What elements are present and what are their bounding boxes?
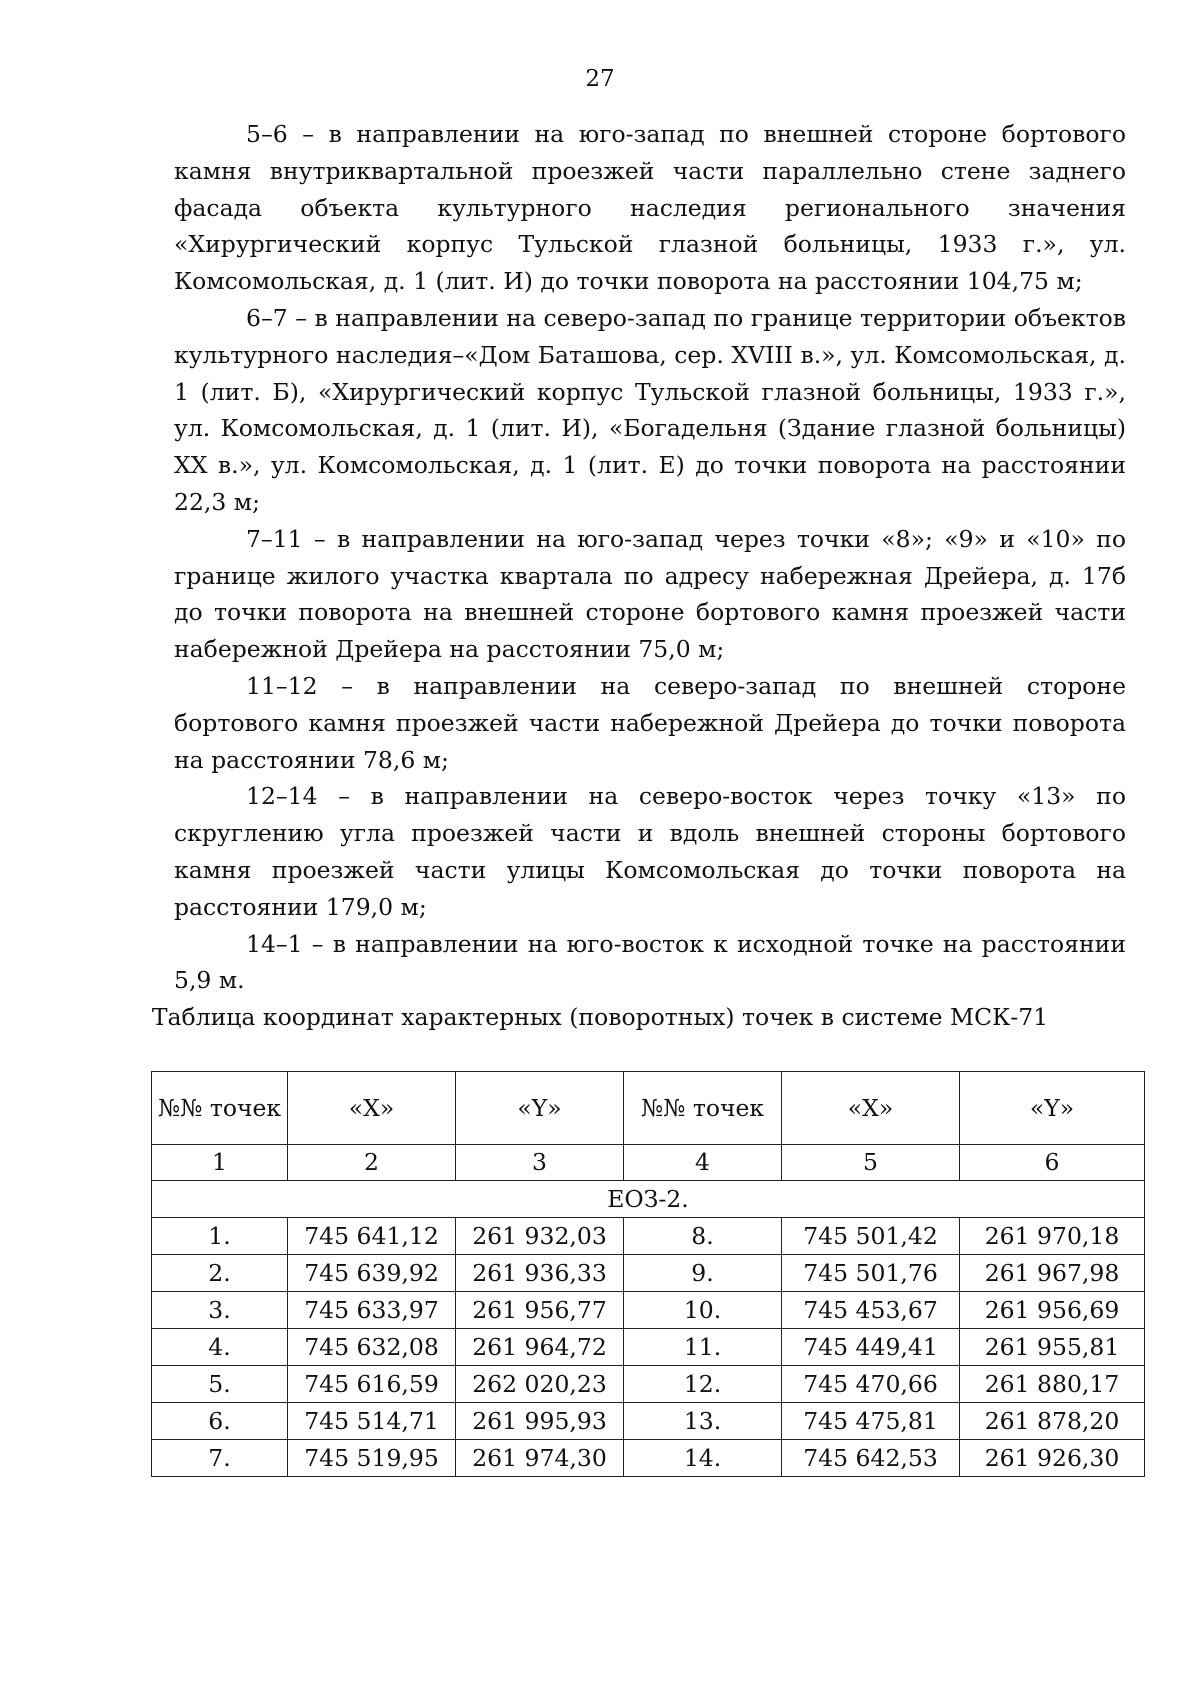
table-row [152, 1403, 1145, 1440]
point-number-cell: 8. [624, 1218, 782, 1255]
point-number-cell: 4. [152, 1329, 288, 1366]
y-coordinate-cell: 261 932,03 [456, 1218, 624, 1255]
x-coordinate-cell: 745 514,71 [288, 1403, 456, 1440]
header-x-right: «X» [782, 1072, 960, 1145]
header-y-right: «Y» [960, 1072, 1145, 1145]
paragraph-segment-5-6: 5–6 – в направлении на юго-запад по внешней стороне бортового камня внутриквартальной проезжей части параллельно стене заднего фасада объекта культурного наследия регионального значения «Хирургический корпус Тульской глазной больницы, 1933 г.», ул. Комсомольская, д. 1 (лит. И) до точки поворота на расстоянии 104,75 м; [174, 120, 1126, 296]
header-point-number-right: №№ точек [624, 1072, 782, 1145]
table-header-row [152, 1072, 1145, 1145]
y-coordinate-cell: 261 964,72 [456, 1329, 624, 1366]
y-coordinate-cell: 261 880,17 [960, 1366, 1145, 1403]
point-number-cell: 7. [152, 1440, 288, 1477]
paragraph-segment-12-14: 12–14 – в направлении на северо-восток через точку «13» по скруглению угла проезжей части и вдоль внешней стороны бортового камня проезжей части улицы Комсомольская до точки поворота на расстоянии 179,0 м; [174, 782, 1126, 921]
header-point-number-left: №№ точек [152, 1072, 288, 1145]
table-row [152, 1218, 1145, 1255]
paragraph-segment-7-11: 7–11 – в направлении на юго-запад через точки «8»; «9» и «10» по границе жилого участка квартала по адресу набережная Дрейера, д. 17б до точки поворота на внешней стороне бортового камня проезжей части набережной Дрейера на расстоянии 75,0 м; [174, 524, 1126, 664]
table-row [152, 1329, 1145, 1366]
column-number: 1 [152, 1145, 288, 1181]
x-coordinate-cell: 745 449,41 [782, 1329, 960, 1366]
x-coordinate-cell: 745 470,66 [782, 1366, 960, 1403]
y-coordinate-cell: 261 878,20 [960, 1403, 1145, 1440]
header-x-left: «X» [288, 1072, 456, 1145]
table-row [152, 1366, 1145, 1403]
point-number-cell: 1. [152, 1218, 288, 1255]
section-row [152, 1181, 1145, 1218]
table-title: Таблица координат характерных (поворотных) точек в системе МСК-71 [151, 1003, 1049, 1031]
column-number: 6 [960, 1145, 1145, 1181]
x-coordinate-cell: 745 501,76 [782, 1255, 960, 1292]
section-label: ЕОЗ-2. [152, 1181, 1145, 1218]
paragraph-segment-6-7: 6–7 – в направлении на северо-запад по границе территории объектов культурного наследия–«Дом Баташова, сер. XVIII в.», ул. Комсомольская, д. 1 (лит. Б), «Хирургический корпус Тульской глазной больницы, 1933 г.», ул. Комсомольская, д. 1 (лит. И), «Богадельня (Здание глазной больницы) XX в.», ул. Комсомольская, д. 1 (лит. Е) до точки поворота на расстоянии 22,3 м; [174, 303, 1126, 516]
column-number-row [152, 1145, 1145, 1181]
point-number-cell: 6. [152, 1403, 288, 1440]
x-coordinate-cell: 745 632,08 [288, 1329, 456, 1366]
x-coordinate-cell: 745 475,81 [782, 1403, 960, 1440]
point-number-cell: 5. [152, 1366, 288, 1403]
table-row [152, 1292, 1145, 1329]
point-number-cell: 11. [624, 1329, 782, 1366]
y-coordinate-cell: 261 956,77 [456, 1292, 624, 1329]
table-body [152, 1218, 1145, 1477]
table-row [152, 1440, 1145, 1477]
x-coordinate-cell: 745 453,67 [782, 1292, 960, 1329]
table-row [152, 1255, 1145, 1292]
x-coordinate-cell: 745 501,42 [782, 1218, 960, 1255]
boundary-description [174, 116, 1126, 999]
y-coordinate-cell: 261 955,81 [960, 1329, 1145, 1366]
page-number: 27 [585, 66, 615, 92]
point-number-cell: 14. [624, 1440, 782, 1477]
x-coordinate-cell: 745 641,12 [288, 1218, 456, 1255]
column-number: 3 [456, 1145, 624, 1181]
x-coordinate-cell: 745 639,92 [288, 1255, 456, 1292]
y-coordinate-cell: 261 936,33 [456, 1255, 624, 1292]
paragraph-segment-14-1: 14–1 – в направлении на юго-восток к исходной точке на расстоянии 5,9 м. [174, 929, 1126, 995]
column-number: 5 [782, 1145, 960, 1181]
point-number-cell: 3. [152, 1292, 288, 1329]
column-number: 4 [624, 1145, 782, 1181]
point-number-cell: 2. [152, 1255, 288, 1292]
column-number: 2 [288, 1145, 456, 1181]
point-number-cell: 13. [624, 1403, 782, 1440]
y-coordinate-cell: 262 020,23 [456, 1366, 624, 1403]
y-coordinate-cell: 261 974,30 [456, 1440, 624, 1477]
paragraph-segment-11-12: 11–12 – в направлении на северо-запад по внешней стороне бортового камня проезжей части набережной Дрейера до точки поворота на расстоянии 78,6 м; [174, 671, 1126, 774]
x-coordinate-cell: 745 642,53 [782, 1440, 960, 1477]
point-number-cell: 12. [624, 1366, 782, 1403]
point-number-cell: 10. [624, 1292, 782, 1329]
y-coordinate-cell: 261 995,93 [456, 1403, 624, 1440]
point-number-cell: 9. [624, 1255, 782, 1292]
y-coordinate-cell: 261 956,69 [960, 1292, 1145, 1329]
header-y-left: «Y» [456, 1072, 624, 1145]
x-coordinate-cell: 745 633,97 [288, 1292, 456, 1329]
y-coordinate-cell: 261 970,18 [960, 1218, 1145, 1255]
y-coordinate-cell: 261 926,30 [960, 1440, 1145, 1477]
x-coordinate-cell: 745 519,95 [288, 1440, 456, 1477]
coordinates-table [151, 1071, 1145, 1477]
y-coordinate-cell: 261 967,98 [960, 1255, 1145, 1292]
x-coordinate-cell: 745 616,59 [288, 1366, 456, 1403]
